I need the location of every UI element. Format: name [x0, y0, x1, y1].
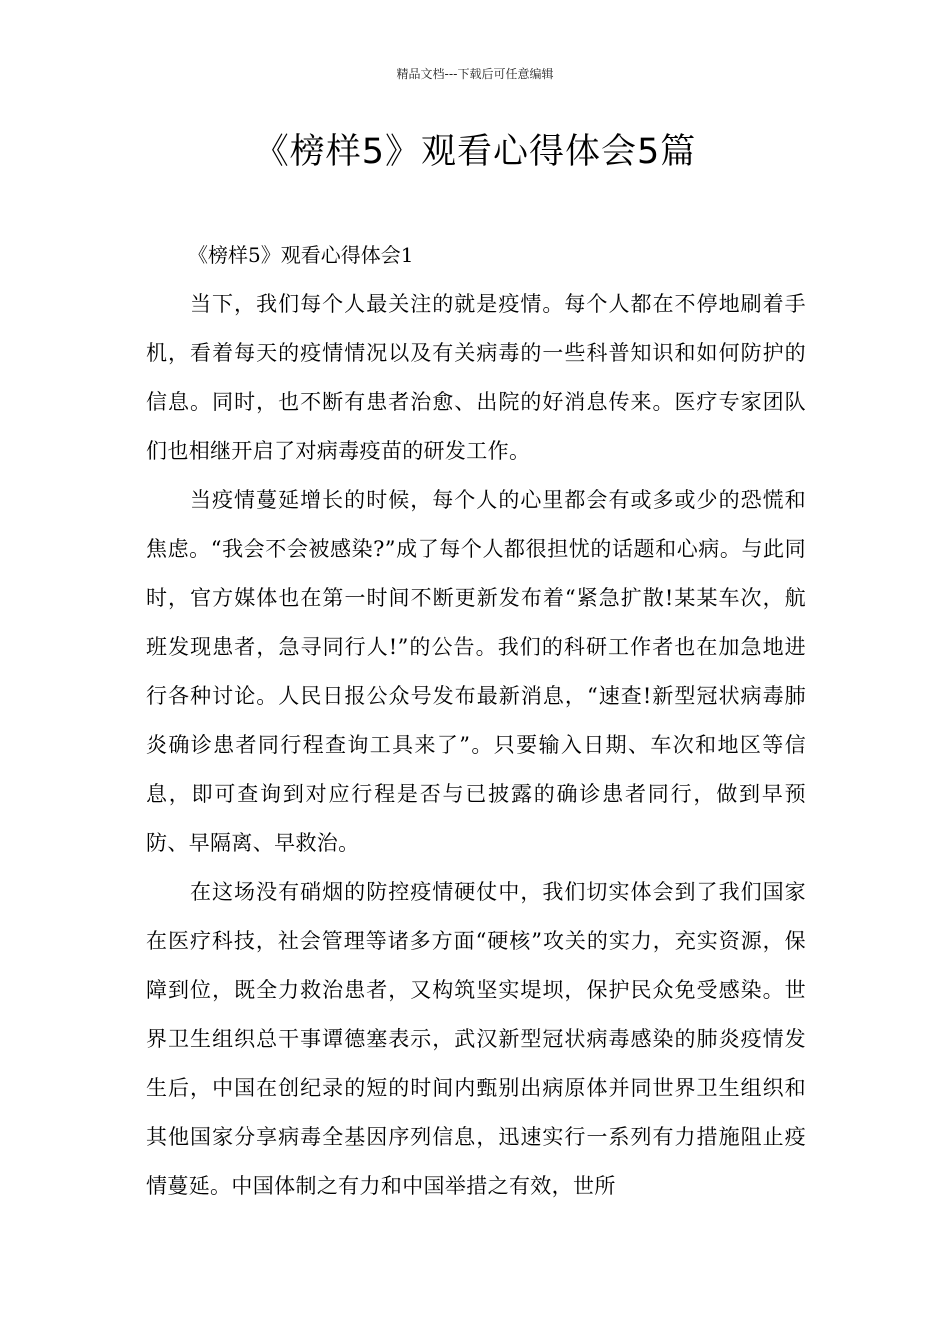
section-heading: 《榜样5》观看心得体会1: [188, 243, 414, 267]
document-body: [146, 230, 806, 1211]
paragraph-2: 当疫情蔓延增长的时候，每个人的心里都会有或多或少的恐慌和焦虑。“我会不会被感染?”成了每个人都很担忧的话题和心病。与此同时，官方媒体也在第一时间不断更新发布着“紧急扩散!某某车次，航班发现患者，急寻同行人!”的公告。我们的科研工作者也在加急地进行各种讨论。人民日报公众号发布最新消息，“速查!新型冠状病毒肺炎确诊患者同行程查询工具来了”。只要输入日期、车次和地区等信息，即可查询到对应行程是否与已披露的确诊患者同行，做到早预防、早隔离、早救治。: [146, 488, 806, 855]
document-title: 《榜样5》观看心得体会5篇: [253, 132, 697, 172]
header-note: 精品文档---下载后可任意编辑: [396, 67, 554, 81]
paragraph-3: 在这场没有硝烟的防控疫情硬仗中，我们切实体会到了我们国家在医疗科技，社会管理等诸多方面“硬核”攻关的实力，充实资源，保障到位，既全力救治患者，又构筑坚实堤坝，保护民众免受感染。世界卫生组织总干事谭德塞表示，武汉新型冠状病毒感染的肺炎疫情发生后，中国在创纪录的短的时间内甄别出病原体并同世界卫生组织和其他国家分享病毒全基因序列信息，迅速实行一系列有力措施阻止疫情蔓延。中国体制之有力和中国举措之有效，世所: [146, 880, 806, 1198]
paragraph-1: 当下，我们每个人最关注的就是疫情。每个人都在不停地刷着手机，看着每天的疫情情况以及有关病毒的一些科普知识和如何防护的信息。同时，也不断有患者治愈、出院的好消息传来。医疗专家团队们也相继开启了对病毒疫苗的研发工作。: [146, 292, 806, 463]
